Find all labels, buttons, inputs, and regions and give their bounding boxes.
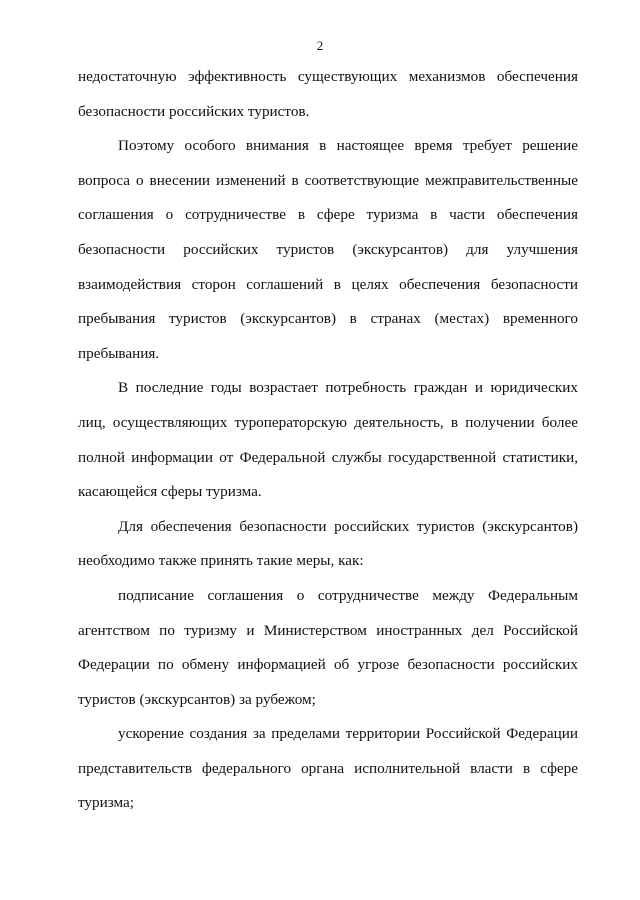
document-body: [78, 60, 578, 821]
paragraph-5: подписание соглашения о сотрудничестве между Федеральным агентством по туризму и Министерством иностранных дел Российской Федерации по обмену информацией об угрозе безопасности российских туристов (экскурсантов) за рубежом;: [78, 586, 578, 708]
paragraph-1: недостаточную эффективность существующих механизмов обеспечения безопасности российских туристов.: [78, 68, 578, 120]
paragraph-4: Для обеспечения безопасности российских туристов (экскурсантов) необходимо также принять такие меры, как:: [78, 517, 578, 570]
paragraph-3: В последние годы возрастает потребность граждан и юридических лиц, осуществляющих туроператорскую деятельность, в получении более полной информации от Федеральной службы государственной статистики, касающейся сферы туризма.: [78, 379, 578, 501]
paragraph-2: Поэтому особого внимания в настоящее время требует решение вопроса о внесении изменений в соответствующие межправительственные соглашения о сотрудничестве в сфере туризма в части обеспечения безопасности российских туристов (экскурсантов) для улучшения взаимодействия сторон соглашений в целях обеспечения безопасности пребывания туристов (экскурсантов) в странах (местах) временного пребывания.: [78, 137, 578, 362]
page-number: 2: [316, 38, 324, 53]
paragraph-6: ускорение создания за пределами территории Российской Федерации представительств федерального органа исполнительной власти в сфере туризма;: [78, 725, 578, 812]
